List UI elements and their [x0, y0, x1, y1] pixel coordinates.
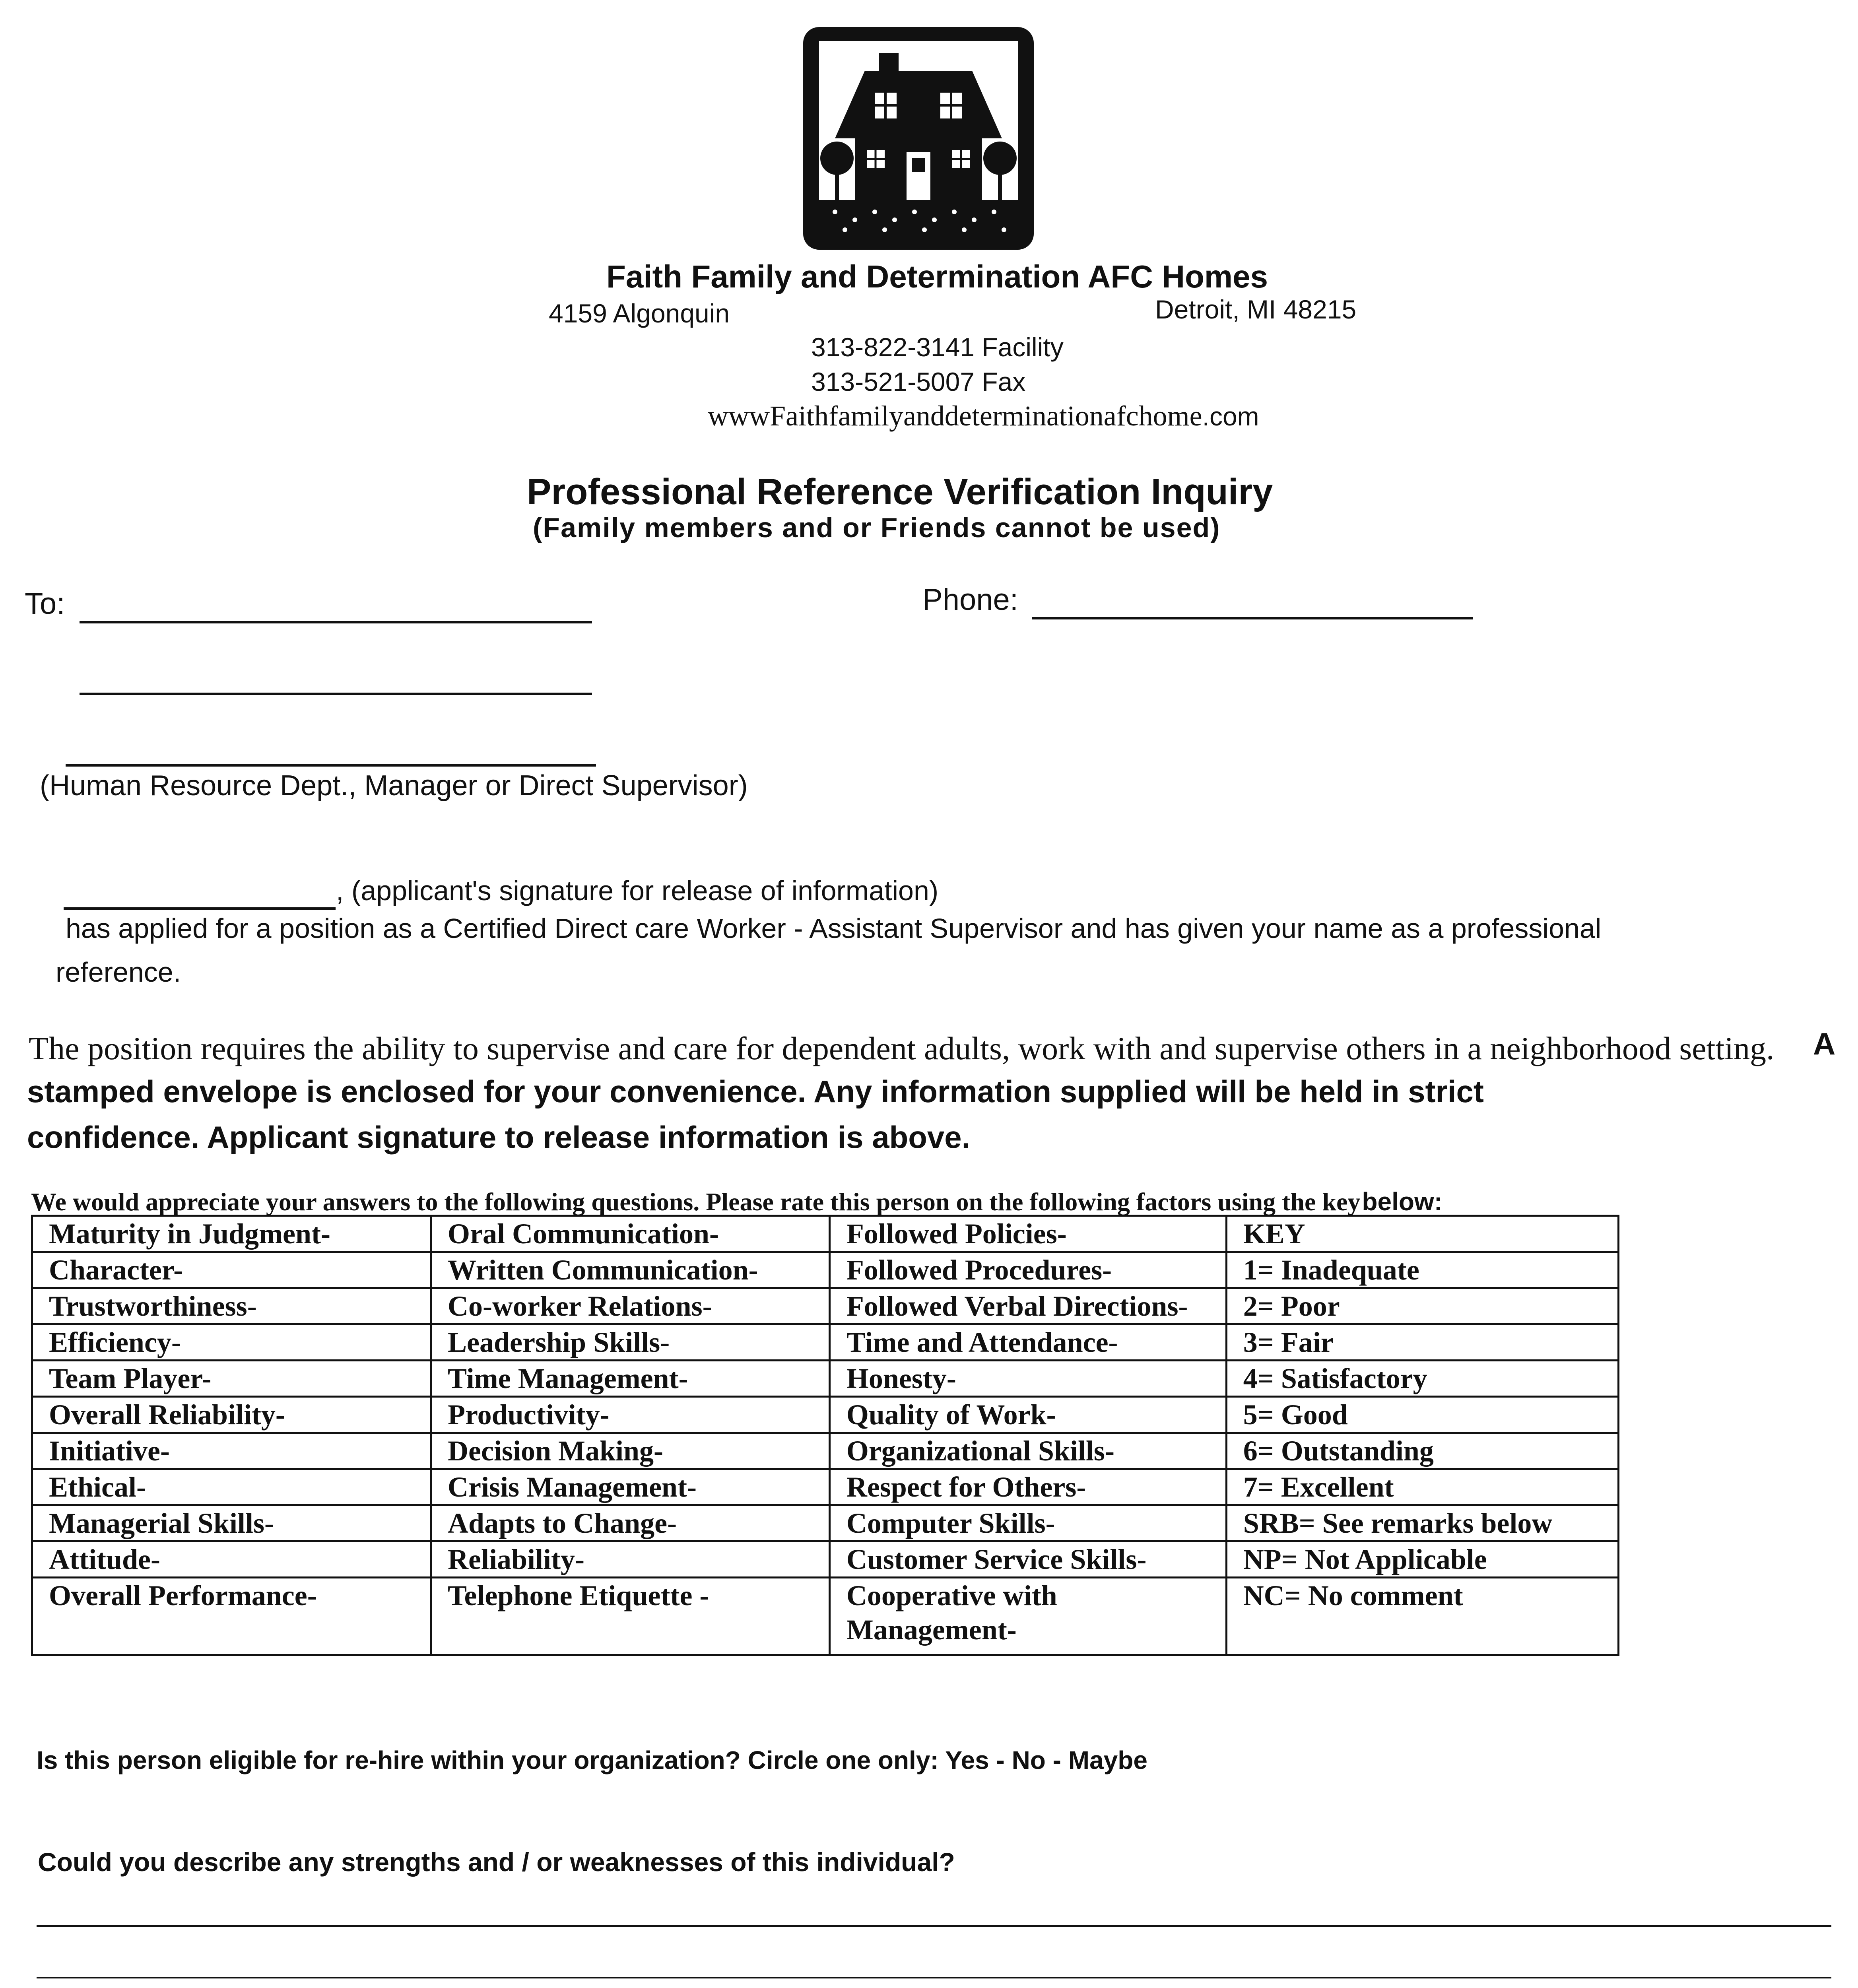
factor-label: Crisis Management- — [448, 1471, 697, 1503]
factor-row — [32, 1324, 1619, 1361]
factor-cell[interactable] — [32, 1216, 431, 1252]
factor-label: Oral Communication- — [448, 1218, 719, 1250]
strengths-line-1[interactable] — [37, 1901, 1831, 1927]
org-phone: 313-822-3141 Facility — [811, 332, 1064, 362]
rating-key-label: 4= Satisfactory — [1243, 1363, 1427, 1394]
rating-key-cell — [1226, 1469, 1618, 1505]
rating-key-label: NP= Not Applicable — [1243, 1543, 1487, 1575]
factor-label: Computer Skills- — [846, 1507, 1055, 1539]
factor-cell[interactable] — [32, 1324, 431, 1361]
phone-label: Phone: — [922, 583, 1018, 617]
rating-key-label: NC= No comment — [1243, 1580, 1463, 1611]
rating-key-label: SRB= See remarks below — [1243, 1507, 1553, 1539]
factor-cell[interactable] — [32, 1505, 431, 1541]
factor-cell[interactable] — [32, 1541, 431, 1578]
factor-row — [32, 1397, 1619, 1433]
factor-label: Time Management- — [448, 1363, 688, 1394]
rehire-options[interactable]: Yes - No - Maybe — [945, 1746, 1147, 1774]
factor-label: Efficiency- — [49, 1326, 181, 1358]
rating-key-label: KEY — [1243, 1218, 1305, 1250]
factor-row — [32, 1541, 1619, 1578]
factor-cell[interactable] — [431, 1324, 830, 1361]
factor-label: Team Player- — [49, 1363, 212, 1394]
factor-cell[interactable] — [32, 1578, 431, 1655]
factor-label: Cooperative with — [846, 1580, 1057, 1611]
factor-label: Organizational Skills- — [846, 1435, 1114, 1467]
to-label: To: — [25, 587, 65, 621]
form-title: Professional Reference Verification Inquiry — [527, 472, 1273, 512]
factor-label: Overall Reliability- — [49, 1399, 285, 1431]
rating-intro-below: below: — [1362, 1187, 1443, 1216]
strengths-question: Could you describe any strengths and / or weaknesses of this individual? — [38, 1847, 955, 1877]
rating-key-label: 2= Poor — [1243, 1290, 1340, 1322]
factor-label: Decision Making- — [448, 1435, 664, 1467]
factor-label: Written Communication- — [448, 1254, 758, 1286]
factor-cell[interactable] — [829, 1541, 1226, 1578]
to-line-3[interactable] — [66, 740, 596, 767]
rating-key-label: 3= Fair — [1243, 1326, 1334, 1358]
factor-label: Reliability- — [448, 1543, 584, 1575]
factor-label: Trustworthiness- — [49, 1290, 257, 1322]
factor-label: Character- — [49, 1254, 183, 1286]
org-city: Detroit, MI 48215 — [1155, 295, 1357, 324]
factor-cell[interactable] — [829, 1288, 1226, 1324]
factor-row — [32, 1578, 1619, 1655]
factor-cell[interactable] — [431, 1433, 830, 1469]
rating-key-cell — [1226, 1288, 1618, 1324]
applicant-signature-field[interactable] — [64, 883, 336, 910]
rating-key-cell — [1226, 1252, 1618, 1288]
website-suffix: .com — [1202, 402, 1259, 431]
position-bold-a: A — [1813, 1026, 1836, 1061]
factor-cell[interactable] — [431, 1469, 830, 1505]
factor-cell[interactable] — [32, 1469, 431, 1505]
applied-text-2: reference. — [56, 957, 181, 988]
factor-cell[interactable] — [431, 1541, 830, 1578]
to-line-1[interactable] — [80, 596, 592, 623]
factor-label: Maturity in Judgment- — [49, 1218, 330, 1250]
phone-field[interactable] — [1032, 592, 1473, 619]
factor-cell[interactable] — [829, 1361, 1226, 1397]
rating-key-cell — [1226, 1541, 1618, 1578]
factor-cell[interactable] — [829, 1252, 1226, 1288]
rating-key-cell — [1226, 1324, 1618, 1361]
to-line-2[interactable] — [80, 668, 592, 695]
rating-intro — [31, 1187, 1443, 1217]
org-website[interactable] — [708, 400, 1259, 433]
factor-label: Leadership Skills- — [448, 1326, 670, 1358]
factor-label: Followed Procedures- — [846, 1254, 1112, 1286]
factor-row — [32, 1216, 1619, 1252]
rating-key-label: 1= Inadequate — [1243, 1254, 1419, 1286]
strengths-line-2[interactable] — [37, 1952, 1831, 1978]
factor-row — [32, 1288, 1619, 1324]
factor-label-continued: Management- — [846, 1614, 1017, 1646]
factor-cell[interactable] — [431, 1578, 830, 1655]
factor-label: Adapts to Change- — [448, 1507, 677, 1539]
rating-key-cell — [1226, 1361, 1618, 1397]
factor-label: Quality of Work- — [846, 1399, 1056, 1431]
factor-cell[interactable] — [829, 1469, 1226, 1505]
rating-key-cell — [1226, 1433, 1618, 1469]
factor-cell[interactable] — [32, 1361, 431, 1397]
rating-key-cell — [1226, 1216, 1618, 1252]
rating-key-label: 6= Outstanding — [1243, 1435, 1434, 1467]
factor-label: Overall Performance- — [49, 1580, 317, 1611]
factor-label: Time and Attendance- — [846, 1326, 1118, 1358]
factor-label: Attitude- — [49, 1543, 160, 1575]
rating-factors-table — [31, 1215, 1619, 1656]
factor-label: Managerial Skills- — [49, 1507, 274, 1539]
factor-label: Telephone Etiquette - — [448, 1580, 709, 1611]
factor-label: Ethical- — [49, 1471, 146, 1503]
rating-key-label: 5= Good — [1243, 1399, 1348, 1431]
applied-text: has applied for a position as a Certified Direct care Worker - Assistant Supervisor and has given your name as a professional — [66, 913, 1602, 944]
factor-row — [32, 1433, 1619, 1469]
factor-cell[interactable] — [32, 1288, 431, 1324]
factor-row — [32, 1505, 1619, 1541]
rating-intro-text: We would appreciate your answers to the following questions. Please rate this person on the following factors using the key — [31, 1188, 1361, 1216]
factor-cell[interactable] — [829, 1324, 1226, 1361]
factor-label: Initiative- — [49, 1435, 170, 1467]
position-bold-3: confidence. Applicant signature to release information is above. — [27, 1120, 971, 1155]
factor-cell[interactable] — [32, 1252, 431, 1288]
recipient-note: (Human Resource Dept., Manager or Direct Supervisor) — [40, 770, 748, 802]
house-logo-icon — [799, 23, 1038, 254]
rehire-question-text: Is this person eligible for re-hire within your organization? Circle one only: — [37, 1746, 939, 1774]
factor-cell[interactable] — [431, 1361, 830, 1397]
factor-cell[interactable] — [32, 1433, 431, 1469]
form-subtitle: (Family members and or Friends cannot be used) — [533, 512, 1221, 543]
factor-cell[interactable] — [829, 1397, 1226, 1433]
factor-label: Productivity- — [448, 1399, 610, 1431]
website-domain: Faithfamilyanddeterminationafchome — [770, 400, 1202, 432]
factor-cell[interactable] — [431, 1216, 830, 1252]
rating-key-cell — [1226, 1397, 1618, 1433]
position-bold-2: stamped envelope is enclosed for your convenience. Any information supplied will be held in strict — [27, 1074, 1484, 1109]
factor-cell[interactable] — [431, 1252, 830, 1288]
factor-label: Co-worker Relations- — [448, 1290, 712, 1322]
factor-cell[interactable] — [431, 1288, 830, 1324]
factor-cell[interactable] — [829, 1433, 1226, 1469]
factor-cell[interactable] — [829, 1216, 1226, 1252]
factor-label: Followed Policies- — [846, 1218, 1067, 1250]
org-name: Faith Family and Determination AFC Homes — [606, 259, 1268, 294]
rating-key-label: 7= Excellent — [1243, 1471, 1394, 1503]
rehire-question — [37, 1745, 1147, 1775]
factor-row — [32, 1361, 1619, 1397]
factor-cell[interactable] — [431, 1505, 830, 1541]
factor-row — [32, 1469, 1619, 1505]
rating-key-cell — [1226, 1578, 1618, 1655]
factor-row — [32, 1252, 1619, 1288]
position-requirement: The position requires the ability to supervise and care for dependent adults, work with and supervise others in a neighborhood setting. — [29, 1030, 1775, 1066]
factor-label: Respect for Others- — [846, 1471, 1086, 1503]
factor-label: Honesty- — [846, 1363, 956, 1394]
factor-label: Customer Service Skills- — [846, 1543, 1147, 1575]
applicant-signature-note: , (applicant's signature for release of information) — [336, 875, 939, 906]
factor-cell[interactable] — [32, 1397, 431, 1433]
org-fax: 313-521-5007 Fax — [811, 367, 1026, 396]
org-street: 4159 Algonquin — [549, 299, 730, 328]
factor-label: Followed Verbal Directions- — [846, 1290, 1188, 1322]
factor-cell[interactable] — [829, 1505, 1226, 1541]
factor-cell[interactable] — [829, 1578, 1226, 1655]
rating-key-cell — [1226, 1505, 1618, 1541]
website-prefix: www — [708, 400, 770, 432]
factor-cell[interactable] — [431, 1397, 830, 1433]
